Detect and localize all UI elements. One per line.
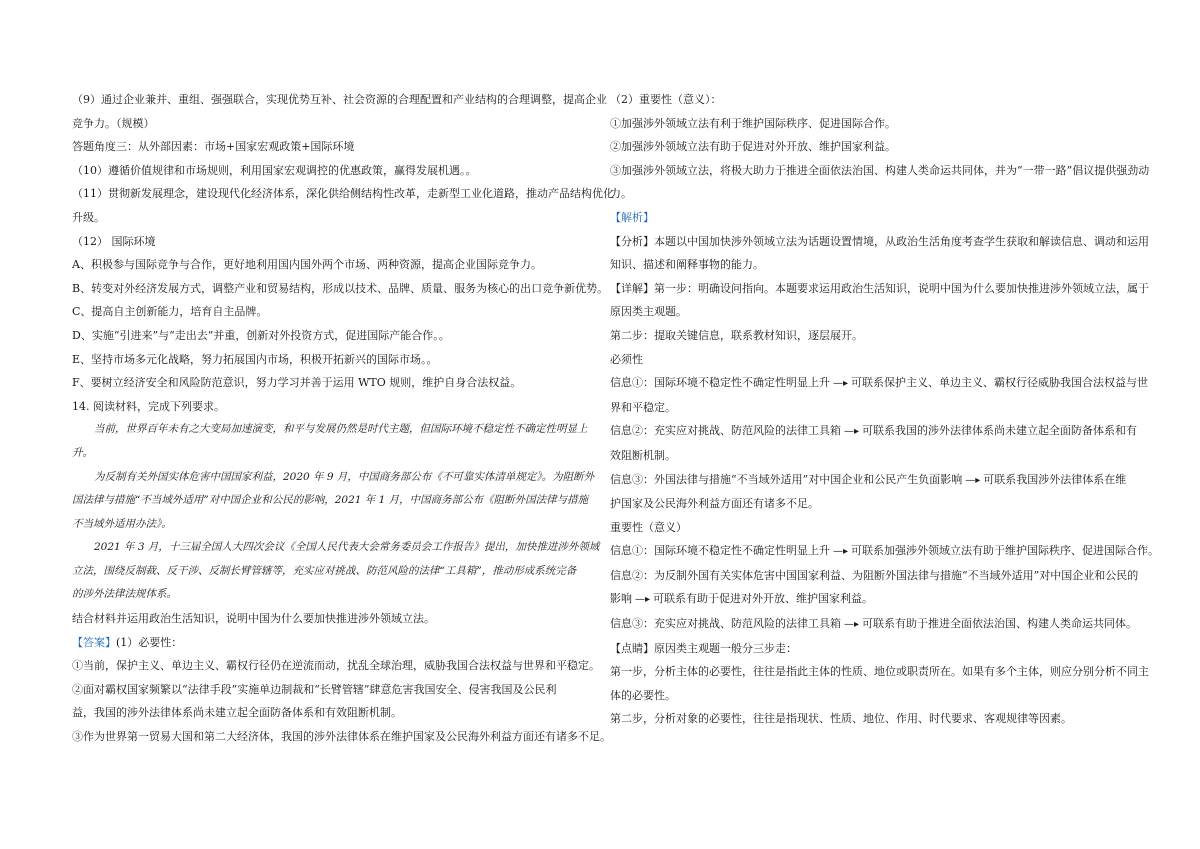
- question-heading: 14. 阅读材料，完成下列要求。: [72, 399, 225, 413]
- text-line: ①加强涉外领域立法有利于维护国际秩序、促进国际合作。: [610, 116, 896, 130]
- text-line: （9）通过企业兼并、重组、强强联合，实现优势互补、社会资源的合理配置和产业结构的合理调整，提高企业: [72, 93, 607, 106]
- left-column: [72, 88, 614, 749]
- text-line: 【详解】第一步：明确设问指向。本题要求运用政治生活知识，说明中国为什么要加快推进涉外领域立法，属于: [610, 281, 1149, 295]
- text-line: 知识、描述和阐释事物的能力。: [610, 258, 764, 272]
- info-line: 护国家及公民海外利益方面还有诸多不足。: [610, 497, 819, 511]
- info-line: 信息③：外国法律与措施“不当域外适用”对中国企业和公民产生负面影响 —▸ 可联系我国涉外法律体系在维: [610, 468, 1132, 493]
- text-line: 答题角度三：从外部因素：市场+国家宏观政策+国际环境: [72, 140, 355, 154]
- question-text: 结合材料并运用政治生活知识，说明中国为什么要加快推进涉外领域立法。: [72, 612, 435, 626]
- material-line: 国法律与措施“不当域外适用”对中国企业和公民的影响，2021 年 1 月，中国商务部公布《阻断外国法律与措施: [72, 494, 589, 507]
- tips-line: 第二步，分析对象的必要性，往往是指现状、性质、地位、作用、时代要求、客观规律等因素。: [610, 712, 1072, 726]
- material-line: 的涉外法律法规体系。: [72, 588, 177, 601]
- analysis-heading: [610, 206, 1132, 230]
- info-line: 信息②：为反制外国有关实体危害中国国家利益、为阻断外国法律与措施“不当域外适用”对中国企业和公民的: [610, 568, 1139, 582]
- text-line: （2）重要性（意义）：: [610, 93, 722, 106]
- tips-line: 体的必要性。: [610, 688, 676, 702]
- text-line: （11）贯彻新发展理念，建设现代化经济体系，深化供给侧结构性改革，走新型工业化道路，推动产品结构优化: [72, 187, 614, 201]
- material-line: 为反制有关外国实体危害中国国家利益，2020 年 9 月，中国商务部公布《不可靠实体清单规定》。为阻断外: [94, 470, 595, 483]
- text-line: 必须性: [610, 352, 643, 366]
- answer-first: (1）必要性：: [116, 635, 183, 649]
- arrow-icon: —▸: [833, 378, 849, 390]
- text-line: ②加强涉外领域立法有助于促进对外开放、维护国家利益。: [610, 140, 896, 154]
- answer-line: 益，我国的涉外法律体系尚未建立起全面防备体系和有效阻断机制。: [72, 706, 402, 720]
- tips-line: 第一步，分析主体的必要性，往往是指此主体的性质、地位或职责所在。如果有多个主体，则应分别分析不同主: [610, 665, 1149, 679]
- answer-line: ③作为世界第一贸易大国和第二大经济体，我国的涉外法律体系在维护国家及公民海外利益方面还有诸多不足。: [72, 730, 611, 744]
- arrow-icon: —▸: [844, 426, 860, 438]
- text-line: （10）遵循价值规律和市场规则，利用国家宏观调控的优惠政策，赢得发展机遇。。: [72, 163, 477, 177]
- material-line: 立法，围绕反制裁、反干涉、反制长臂管辖等，充实应对挑战、防范风险的法律“工具箱”，推动形成系统完备: [72, 564, 577, 577]
- info-line: 影响 —▸ 可联系有助于促进对外开放、维护国家利益。: [610, 587, 1132, 612]
- text-line: D、实施“引进来”与“走出去”并重，创新对外投资方式，促进国际产能合作。。: [72, 328, 450, 342]
- text-line: E、坚持市场多元化战略，努力拓展国内市场，积极开拓新兴的国际市场。。: [72, 352, 438, 366]
- material-line: 2021 年 3 月，十三届全国人大四次会议《全国人民代表大会常务委员会工作报告》提出，加快推进涉外领域: [94, 541, 600, 554]
- analysis-tag: 【解析】: [610, 210, 654, 224]
- text-line: ③加强涉外领域立法，将极大助力于推进全面依法治国、构建人类命运共同体，并为“一带一路”倡议提供强劲动: [610, 163, 1150, 177]
- text-line: B、转变对外经济发展方式，调整产业和贸易结构，形成以技术、品牌、质量、服务为核心的出口竞争新优势。: [72, 281, 609, 295]
- info-line: 界和平稳定。: [610, 400, 676, 414]
- text-line: 竞争力。（规模）: [72, 116, 155, 130]
- text-line: 力。: [610, 187, 632, 201]
- text-line: 升级。: [72, 210, 105, 224]
- right-column: [610, 88, 1160, 731]
- arrow-icon: —▸: [965, 474, 981, 486]
- importance-title: 重要性（意义）: [610, 520, 687, 534]
- answer-heading: [72, 631, 592, 655]
- answer-line: ②面对霸权国家频繁以“法律手段”实施单边制裁和“长臂管辖”肆意危害我国安全、侵害我国及公民利: [72, 682, 557, 696]
- arrow-icon: —▸: [833, 546, 849, 558]
- text-line: 第二步：提取关键信息，联系教材知识，逐层展开。: [610, 328, 863, 342]
- info-line: 信息①：国际环境不稳定性不确定性明显上升 —▸ 可联系加强涉外领域立法有助于维护国际秩序、促进国际合作。: [610, 539, 1132, 564]
- text-line: C、提高自主创新能力，培育自主品牌。: [72, 305, 268, 319]
- text-line: 原因类主观题。: [610, 305, 687, 319]
- arrow-icon: —▸: [844, 619, 860, 631]
- arrow-icon: —▸: [635, 594, 651, 606]
- text-line: 【分析】本题以中国加快涉外领域立法为话题设置情境，从政治生活角度考查学生获取和解读信息、调动和运用: [610, 234, 1149, 248]
- info-line: 效阻断机制。: [610, 448, 676, 462]
- text-line: F、要树立经济安全和风险防范意识，努力学习并善于运用 WTO 规则，维护自身合法权益。: [72, 376, 522, 390]
- info-line: 信息③：充实应对挑战、防范风险的法律工具箱 —▸ 可联系有助于推进全面依法治国、构建人类命运共同体。: [610, 612, 1132, 637]
- material-line: 升。: [72, 446, 93, 459]
- info-line: 信息①：国际环境不稳定性不确定性明显上升 —▸ 可联系保护主义、单边主义、霸权行径威胁我国合法权益与世: [610, 371, 1132, 396]
- answer-line: ①当前，保护主义、单边主义、霸权行径仍在逆流而动，扰乱全球治理，威胁我国合法权益与世界和平稳定。: [72, 659, 600, 673]
- text-line: A、积极参与国际竞争与合作，更好地利用国内国外两个市场、两种资源，提高企业国际竞争力。: [72, 258, 542, 272]
- info-line: 信息②：充实应对挑战、防范风险的法律工具箱 —▸ 可联系我国的涉外法律体系尚未建立起全面防备体系和有: [610, 419, 1132, 444]
- text-line: （12） 国际环境: [72, 234, 156, 248]
- material-line: 当前，世界百年未有之大变局加速演变，和平与发展仍然是时代主题，但国际环境不稳定性不确定性明显上: [94, 423, 588, 436]
- tips-line: 【点睛】原因类主观题一般分三步走：: [610, 641, 797, 655]
- material-line: 不当域外适用办法》。: [72, 517, 172, 530]
- answer-tag: 【答案】: [72, 635, 116, 649]
